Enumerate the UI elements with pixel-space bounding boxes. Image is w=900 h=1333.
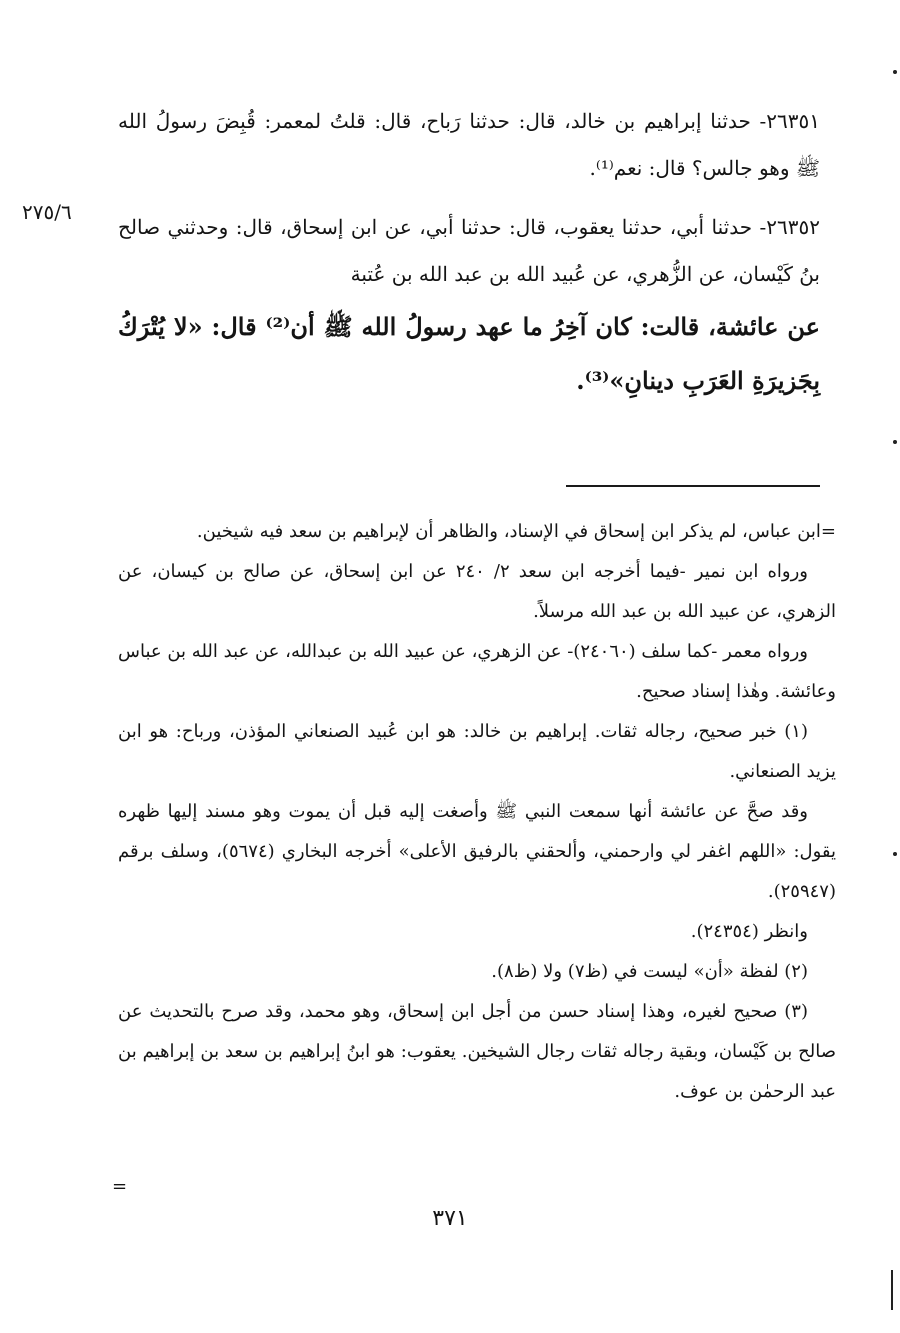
footnote-paragraph: ورواه معمر -كما سلف (٢٤٠٦٠)- عن الزهري، عن عبيد الله بن عبدالله، عن عبد الله بن عباس وعائشة. وهٰذا إسناد صحيح. [118, 641, 836, 702]
footnote-paragraph: وقد صحَّ عن عائشة أنها سمعت النبي ﷺ وأصغت إليه قبل أن يموت وهو مسند إليها ظهره يقول: «اللهم اغفر لي وارحمني، وألحقني بالرفيق الأعلى» أخرجه البخاري (٥٦٧٤)، وسلف برقم (٢٥٩٤٧). [118, 801, 836, 902]
page-number: ٣٧١ [432, 1206, 468, 1231]
footnote-paragraph: ورواه ابن نمير -فيما أخرجه ابن سعد ٢/ ٢٤٠ عن ابن إسحاق، عن صالح بن كيسان، عن الزهري، عن عبيد الله بن عبد الله مرسلاً. [118, 561, 836, 622]
footnote-separator [566, 485, 820, 487]
footnote-3: (٣) صحيح لغيره، وهذا إسناد حسن من أجل ابن إسحاق، وهو محمد، وقد صرح بالتحديث عن صالح بن كَيْسان، وبقية رجاله ثقات رجال الشيخين. يعقوب: هو ابنُ إبراهيم بن سعد بن إبراهيم بن عبد الرحمٰن بن عوف. [118, 1001, 836, 1102]
footnote-paragraph: وانظر (٢٤٣٥٤). [690, 921, 808, 942]
footnote-2: (٢) لفظة «أن» ليست في (ظ٧) ولا (ظ٨). [491, 961, 808, 982]
footnote-continued: =ابن عباس، لم يذكر ابن إسحاق في الإسناد، والظاهر أن لإبراهيم بن سعد فيه شيخين. [196, 521, 836, 542]
edge-line-bottom [891, 1270, 893, 1310]
footnote-1: (١) خبر صحيح، رجاله ثقات. إبراهيم بن خالد: هو ابن عُبيد الصنعاني المؤذن، ورباح: هو ابن يزيد الصنعاني. [118, 721, 836, 782]
hadith-26351: ٢٦٣٥١- حدثنا إبراهيم بن خالد، قال: حدثنا رَباح، قال: قلتُ لمعمر: قُبِضَ رسولُ الله ﷺ وهو جالس؟ قال: نعم⁽¹⁾. [118, 109, 820, 180]
hadith-26352-isnad: ٢٦٣٥٢- حدثنا أبي، حدثنا يعقوب، قال: حدثنا أبي، عن ابن إسحاق، قال: وحدثني صالح بنُ كَيْسان، عن الزُّهري، عن عُبيد الله بن عبد الله بن عُتبة [118, 215, 820, 286]
edge-dot-lower [893, 852, 897, 856]
hadith-26352-matn: عن عائشة، قالت: كان آخِرُ ما عهد رسولُ الله ﷺ أن⁽²⁾ قال: «لا يُتْرَكُ بِجَزيرَةِ العَرَبِ دينانِ»⁽³⁾. [118, 312, 820, 395]
main-text [118, 98, 820, 408]
edge-dot-top [893, 70, 897, 74]
continuation-mark: = [112, 1176, 128, 1197]
edge-dot-middle [893, 440, 897, 444]
margin-volume-page-reference: ٢٧٥/٦ [22, 200, 72, 224]
footnotes [118, 512, 836, 1112]
